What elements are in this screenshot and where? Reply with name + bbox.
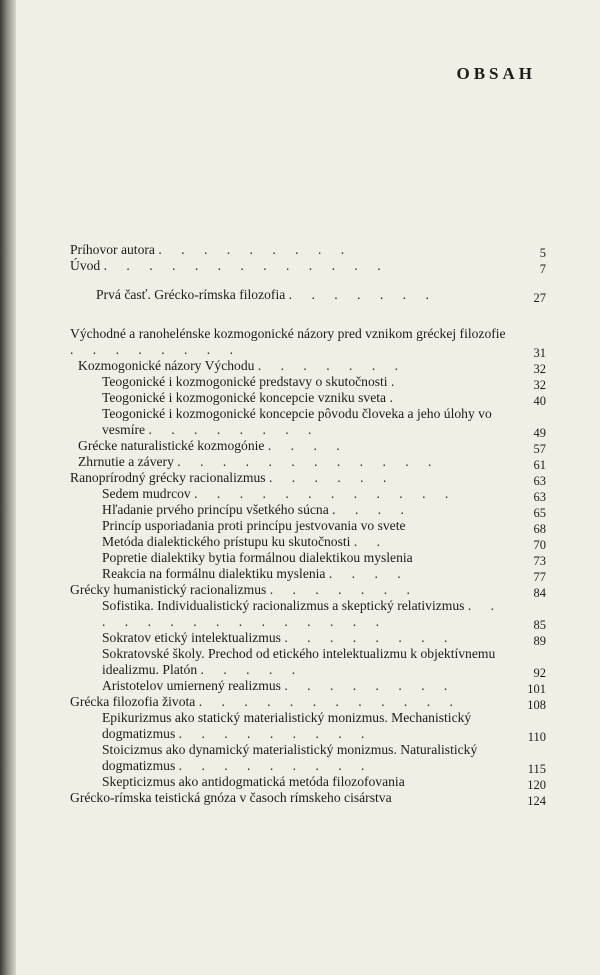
toc-entry: Východné a ranohelénske kozmogonické názory pred vznikom gréckej filozofie . . . . . . . . 31 <box>70 326 546 360</box>
toc-entry: Úvod . . . . . . . . . . . . . 7 <box>70 258 546 276</box>
toc-page-number: 68 <box>533 522 546 536</box>
toc-page-number: 65 <box>533 506 546 520</box>
toc-entry-text: Sedem mudrcov <box>102 486 191 501</box>
toc-entry: Teogonické i kozmogonické koncepcie vzniku sveta . 40 <box>102 390 546 408</box>
toc-entry-text: Stoicizmus ako dynamický materialistický monizmus. Naturalistický dogmatizmus <box>102 742 478 773</box>
toc-entry-text: Východné a ranohelénske kozmogonické názory pred vznikom gréckej filozofie <box>70 326 506 341</box>
toc-entry: Ranoprírodný grécky racionalizmus . . . . . . 63 <box>70 470 546 488</box>
book-spine-shadow <box>0 0 16 975</box>
toc-page-number: 84 <box>533 586 546 600</box>
page-title: OBSAH <box>456 64 536 83</box>
toc-page-number: 70 <box>533 538 546 552</box>
toc-entry-text: Teogonické i kozmogonické koncepcie pôvodu človeka a jeho úlohy vo vesmíre <box>102 406 492 437</box>
toc-page-number: 73 <box>533 554 546 568</box>
toc-page-number: 115 <box>527 762 546 776</box>
toc-entry-text: Prvá časť. Grécko-rímska filozofia <box>96 287 286 302</box>
toc-page-number: 124 <box>527 794 546 808</box>
toc-entry-text: Grécka filozofia života <box>70 694 196 709</box>
toc-entry-text: Sokratovské školy. Prechod od etického intelektualizmu k objektívnemu idealizmu. Platón <box>102 646 496 677</box>
toc-page-number: 101 <box>527 682 546 696</box>
toc-page-number: 27 <box>533 291 546 305</box>
toc-part-heading: Prvá časť. Grécko-rímska filozofia . . . . . . . 27 <box>96 287 546 305</box>
toc-entry <box>70 550 550 566</box>
toc-entry: Teogonické i kozmogonické predstavy o skutočnosti . 32 <box>102 374 546 392</box>
toc-entry <box>70 518 550 534</box>
toc-entry: Epikurizmus ako statický materialistický monizmus. Mechanistický dogmatizmus . . . . . . . . . 110 <box>102 710 546 744</box>
toc-entry-text: Grécke naturalistické kozmogónie <box>78 438 265 453</box>
toc-entry-text: Princíp usporiadania proti princípu jestvovania vo svete <box>102 518 406 533</box>
toc-entry: Zhrnutie a závery . . . . . . . . . . . . 61 <box>78 454 546 472</box>
toc-entry-text: Reakcia na formálnu dialektiku myslenia <box>102 566 326 581</box>
toc-entry-text: Epikurizmus ako statický materialistický monizmus. Mechanistický dogmatizmus <box>102 710 472 741</box>
toc-entry: Grécky humanistický racionalizmus . . . . . . . 84 <box>70 582 546 600</box>
toc-page-number: 32 <box>533 362 546 376</box>
toc-entry-text: Sofistika. Individualistický racionalizmus a skeptický relativizmus <box>102 598 465 613</box>
toc-entry-text: Sokratov etický intelektualizmus <box>102 630 281 645</box>
toc-entry: Sokratovské školy. Prechod od etického intelektualizmu k objektívnemu idealizmu. Platón . . . . . 92 <box>102 646 546 680</box>
toc-entry-text: Kozmogonické názory Východu <box>78 358 255 373</box>
toc-page-number: 61 <box>533 458 546 472</box>
toc-entry: Reakcia na formálnu dialektiku myslenia . . . . 77 <box>102 566 546 584</box>
toc-entry-text: Teogonické i kozmogonické predstavy o skutočnosti <box>102 374 388 389</box>
toc-page-number: 63 <box>533 474 546 488</box>
toc-entry: Sofistika. Individualistický racionalizmus a skeptický relativizmus . . . . . . . . . . . . . . . 85 <box>102 598 546 632</box>
toc-page-number: 40 <box>533 394 546 408</box>
toc-entry-text: Skepticizmus ako antidogmatická metóda filozofovania <box>102 774 405 789</box>
toc-entry-text: Teogonické i kozmogonické koncepcie vzniku sveta <box>102 390 387 405</box>
toc-entry-text: Metóda dialektického prístupu ku skutočnosti <box>102 534 351 549</box>
toc-entry: Hľadanie prvého princípu všetkého súcna . . . . 65 <box>102 502 546 520</box>
toc-entry: Sokratov etický intelektualizmus . . . . . . . . 89 <box>102 630 546 648</box>
toc-page-number: 77 <box>533 570 546 584</box>
toc-entry: Grécke naturalistické kozmogónie . . . . 57 <box>78 438 546 456</box>
toc-entry: Metóda dialektického prístupu ku skutočnosti . . 70 <box>102 534 546 552</box>
toc-page-number: 85 <box>533 618 546 632</box>
toc-entry: Teogonické i kozmogonické koncepcie pôvodu človeka a jeho úlohy vo vesmíre . . . . . . . . 49 <box>102 406 546 440</box>
toc-entry-text: Ranoprírodný grécky racionalizmus <box>70 470 266 485</box>
toc-page-number: 31 <box>533 346 546 360</box>
table-of-contents <box>70 242 550 806</box>
toc-page-number: 5 <box>539 246 546 260</box>
toc-page-number: 92 <box>533 666 546 680</box>
toc-entry-text: Príhovor autora <box>70 242 155 257</box>
toc-entry <box>70 790 550 806</box>
toc-entry <box>70 774 550 790</box>
toc-entry-text: Zhrnutie a závery <box>78 454 174 469</box>
toc-entry: Aristotelov umiernený realizmus . . . . . . . . 101 <box>102 678 546 696</box>
toc-entry-text: Aristotelov umiernený realizmus <box>102 678 281 693</box>
toc-page-number: 89 <box>533 634 546 648</box>
toc-page-number: 63 <box>533 490 546 504</box>
toc-entry: Kozmogonické názory Východu . . . . . . . 32 <box>78 358 546 376</box>
toc-page-number: 108 <box>527 698 546 712</box>
toc-entry: Stoicizmus ako dynamický materialistický monizmus. Naturalistický dogmatizmus . . . . . . . . . 115 <box>102 742 546 776</box>
toc-page-number: 120 <box>527 778 546 792</box>
toc-entry-text: Grécky humanistický racionalizmus <box>70 582 267 597</box>
toc-page-number: 110 <box>527 730 546 744</box>
book-page <box>16 0 600 975</box>
toc-entry: Sedem mudrcov . . . . . . . . . . . . 63 <box>102 486 546 504</box>
toc-page-number: 49 <box>533 426 546 440</box>
toc-entry: Grécka filozofia života . . . . . . . . . . . . 108 <box>70 694 546 712</box>
toc-entry-text: Hľadanie prvého princípu všetkého súcna <box>102 502 329 517</box>
toc-page-number: 7 <box>539 262 546 276</box>
toc-page-number: 57 <box>533 442 546 456</box>
toc-entry-text: Popretie dialektiky bytia formálnou dialektikou myslenia <box>102 550 413 565</box>
toc-entry: Príhovor autora . . . . . . . . . 5 <box>70 242 546 260</box>
toc-entry-text: Úvod <box>70 258 101 273</box>
toc-page-number: 32 <box>533 378 546 392</box>
toc-entry-text: Grécko-rímska teistická gnóza v časoch rímskeho cisárstva <box>70 790 392 805</box>
